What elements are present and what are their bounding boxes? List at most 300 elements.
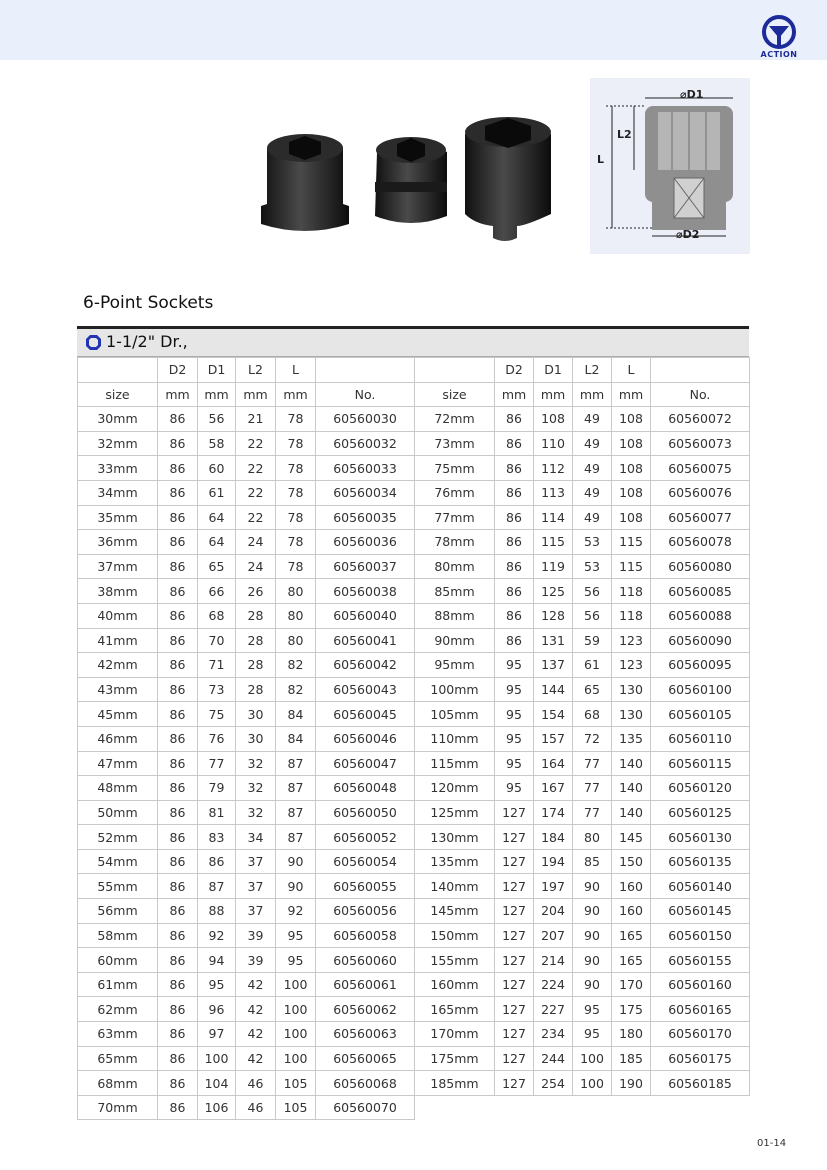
table-row (78, 603, 750, 628)
header-cell (316, 358, 415, 383)
table-cell: 100 (573, 1071, 612, 1096)
table-cell: 63mm (78, 1022, 158, 1047)
table-cell: 32 (236, 751, 276, 776)
empty-cell (573, 1095, 612, 1120)
table-cell: 185 (612, 1046, 651, 1071)
table-cell: 105mm (415, 702, 495, 727)
table-cell: 60560110 (651, 726, 750, 751)
table-cell: 60560070 (316, 1095, 415, 1120)
table-cell: 22 (236, 505, 276, 530)
header-cell (78, 358, 158, 383)
table-cell: 56 (573, 603, 612, 628)
table-cell: 49 (573, 456, 612, 481)
table-cell: 86 (158, 800, 198, 825)
table-cell: 127 (495, 899, 534, 924)
table-cell: 165 (612, 948, 651, 973)
table-cell: 214 (534, 948, 573, 973)
table-cell: 95 (495, 726, 534, 751)
table-row (78, 579, 750, 604)
header-cell: mm (198, 382, 236, 407)
table-cell: 46mm (78, 726, 158, 751)
table-cell: 60560060 (316, 948, 415, 973)
table-cell: 60560175 (651, 1046, 750, 1071)
table-cell: 38mm (78, 579, 158, 604)
table-row (78, 1071, 750, 1096)
header-cell: size (415, 382, 495, 407)
table-cell: 86 (158, 776, 198, 801)
table-cell: 53 (573, 530, 612, 555)
table-cell: 86 (158, 603, 198, 628)
table-cell: 113 (534, 480, 573, 505)
table-cell: 58mm (78, 923, 158, 948)
table-cell: 108 (612, 505, 651, 530)
table-cell: 86 (158, 677, 198, 702)
table-cell: 118 (612, 603, 651, 628)
header-cell: mm (276, 382, 316, 407)
table-cell: 76mm (415, 480, 495, 505)
table-cell: 56 (198, 407, 236, 432)
table-cell: 80mm (415, 554, 495, 579)
table-cell: 46 (236, 1095, 276, 1120)
table-cell: 60560078 (651, 530, 750, 555)
table-cell: 130 (612, 702, 651, 727)
table-cell: 60560140 (651, 874, 750, 899)
table-cell: 84 (276, 726, 316, 751)
table-cell: 60560100 (651, 677, 750, 702)
table-cell: 61 (573, 653, 612, 678)
table-cell: 60560130 (651, 825, 750, 850)
header-cell: D2 (158, 358, 198, 383)
table-cell: 135mm (415, 849, 495, 874)
table-cell: 60560085 (651, 579, 750, 604)
table-cell: 30 (236, 726, 276, 751)
table-cell: 86 (495, 530, 534, 555)
table-cell: 95mm (415, 653, 495, 678)
table-cell: 86 (495, 603, 534, 628)
table-cell: 86 (158, 923, 198, 948)
table-cell: 86 (158, 751, 198, 776)
header-cell: L (612, 358, 651, 383)
table-cell: 127 (495, 1071, 534, 1096)
table-cell: 90 (573, 899, 612, 924)
table-cell: 65 (198, 554, 236, 579)
header-cell: L (276, 358, 316, 383)
table-cell: 60560088 (651, 603, 750, 628)
table-cell: 86 (158, 480, 198, 505)
table-cell: 95 (198, 972, 236, 997)
table-cell: 88 (198, 899, 236, 924)
table-row (78, 677, 750, 702)
diagram-label-l: L (597, 153, 605, 166)
table-cell: 78 (276, 407, 316, 432)
diagram-label-d1: ⌀D1 (680, 88, 704, 101)
table-cell: 92 (198, 923, 236, 948)
brand-name: ACTION (760, 50, 798, 59)
table-cell: 60560034 (316, 480, 415, 505)
table-cell: 61mm (78, 972, 158, 997)
table-cell: 86 (495, 480, 534, 505)
table-row (78, 899, 750, 924)
table-cell: 40mm (78, 603, 158, 628)
drive-size-banner (77, 329, 749, 357)
table-cell: 180 (612, 1022, 651, 1047)
table-cell: 115 (612, 554, 651, 579)
table-cell: 127 (495, 825, 534, 850)
table-cell: 60560058 (316, 923, 415, 948)
table-cell: 127 (495, 997, 534, 1022)
table-cell: 130mm (415, 825, 495, 850)
table-cell: 34mm (78, 480, 158, 505)
empty-cell (651, 1095, 750, 1120)
table-cell: 86 (495, 505, 534, 530)
table-cell: 227 (534, 997, 573, 1022)
table-cell: 86 (158, 407, 198, 432)
header-cell: D1 (198, 358, 236, 383)
table-cell: 60560062 (316, 997, 415, 1022)
table-cell: 86 (495, 554, 534, 579)
table-cell: 64 (198, 530, 236, 555)
table-cell: 86 (158, 948, 198, 973)
table-cell: 60560080 (651, 554, 750, 579)
table-cell: 95 (495, 653, 534, 678)
table-cell: 37mm (78, 554, 158, 579)
table-row (78, 726, 750, 751)
table-cell: 47mm (78, 751, 158, 776)
table-cell: 60560095 (651, 653, 750, 678)
table-cell: 60560170 (651, 1022, 750, 1047)
table-cell: 22 (236, 431, 276, 456)
table-cell: 87 (276, 800, 316, 825)
table-cell: 65mm (78, 1046, 158, 1071)
header-cell: L2 (236, 358, 276, 383)
table-cell: 75 (198, 702, 236, 727)
header-band (0, 0, 827, 60)
table-cell: 90 (573, 923, 612, 948)
table-row (78, 407, 750, 432)
table-cell: 56 (573, 579, 612, 604)
table-cell: 60560056 (316, 899, 415, 924)
table-cell: 104 (198, 1071, 236, 1096)
table-cell: 154 (534, 702, 573, 727)
table-cell: 60560155 (651, 948, 750, 973)
table-cell: 150 (612, 849, 651, 874)
table-cell: 60mm (78, 948, 158, 973)
table-cell: 46 (236, 1071, 276, 1096)
table-cell: 87 (276, 776, 316, 801)
table-cell: 140mm (415, 874, 495, 899)
table-cell: 54mm (78, 849, 158, 874)
table-cell: 150mm (415, 923, 495, 948)
table-cell: 86 (158, 505, 198, 530)
table-row (78, 751, 750, 776)
table-cell: 145mm (415, 899, 495, 924)
table-cell: 127 (495, 948, 534, 973)
table-cell: 95 (276, 948, 316, 973)
table-cell: 100 (276, 997, 316, 1022)
table-cell: 87 (276, 825, 316, 850)
table-cell: 87 (198, 874, 236, 899)
table-cell: 164 (534, 751, 573, 776)
table-cell: 112 (534, 456, 573, 481)
table-cell: 70 (198, 628, 236, 653)
table-cell: 86 (158, 702, 198, 727)
table-cell: 80 (276, 579, 316, 604)
table-cell: 60560077 (651, 505, 750, 530)
table-cell: 77 (573, 751, 612, 776)
table-cell: 94 (198, 948, 236, 973)
header-cell: mm (573, 382, 612, 407)
table-cell: 72 (573, 726, 612, 751)
table-cell: 115mm (415, 751, 495, 776)
table-cell: 86 (158, 849, 198, 874)
table-cell: 60 (198, 456, 236, 481)
table-cell: 125 (534, 579, 573, 604)
table-cell: 86 (158, 530, 198, 555)
table-cell: 86 (158, 1046, 198, 1071)
table-cell: 68 (198, 603, 236, 628)
table-cell: 60560150 (651, 923, 750, 948)
table-cell: 145 (612, 825, 651, 850)
table-cell: 144 (534, 677, 573, 702)
socket-dimension-diagram (590, 78, 750, 254)
header-cell: No. (651, 382, 750, 407)
table-cell: 49 (573, 505, 612, 530)
table-cell: 95 (495, 677, 534, 702)
table-header-row (78, 382, 750, 407)
table-cell: 155mm (415, 948, 495, 973)
table-cell: 82 (276, 653, 316, 678)
table-row (78, 1046, 750, 1071)
page-number: 01-14 (757, 1138, 787, 1149)
table-cell: 39 (236, 923, 276, 948)
table-cell: 100 (573, 1046, 612, 1071)
table-cell: 127 (495, 849, 534, 874)
table-cell: 86 (158, 825, 198, 850)
table-row (78, 505, 750, 530)
table-cell: 49 (573, 407, 612, 432)
table-cell: 86 (495, 579, 534, 604)
table-cell: 160 (612, 874, 651, 899)
table-cell: 70mm (78, 1095, 158, 1120)
table-cell: 59 (573, 628, 612, 653)
drive-label: 1-1/2" Dr., (106, 332, 188, 351)
header-cell: D1 (534, 358, 573, 383)
table-cell: 86 (158, 554, 198, 579)
table-cell: 60560105 (651, 702, 750, 727)
table-cell: 204 (534, 899, 573, 924)
table-cell: 39 (236, 948, 276, 973)
table-row (78, 456, 750, 481)
diagram-label-d2: ⌀D2 (676, 228, 700, 241)
table-cell: 100 (276, 972, 316, 997)
table-cell: 160 (612, 899, 651, 924)
table-cell: 125mm (415, 800, 495, 825)
table-cell: 50mm (78, 800, 158, 825)
table-cell: 60560035 (316, 505, 415, 530)
table-cell: 86 (158, 997, 198, 1022)
table-cell: 86 (158, 456, 198, 481)
table-cell: 60560040 (316, 603, 415, 628)
table-cell: 60560061 (316, 972, 415, 997)
table-header-row (78, 358, 750, 383)
table-row (78, 702, 750, 727)
table-cell: 244 (534, 1046, 573, 1071)
table-cell: 73 (198, 677, 236, 702)
table-cell: 45mm (78, 702, 158, 727)
table-cell: 33mm (78, 456, 158, 481)
table-cell: 115 (534, 530, 573, 555)
table-cell: 127 (495, 923, 534, 948)
table-cell: 64 (198, 505, 236, 530)
table-cell: 80 (276, 603, 316, 628)
table-cell: 60560073 (651, 431, 750, 456)
table-cell: 100 (198, 1046, 236, 1071)
table-row (78, 997, 750, 1022)
table-cell: 77 (573, 800, 612, 825)
table-cell: 68 (573, 702, 612, 727)
table-cell: 60560075 (651, 456, 750, 481)
header-cell: mm (158, 382, 198, 407)
table-cell: 60560125 (651, 800, 750, 825)
table-cell: 60560033 (316, 456, 415, 481)
table-cell: 95 (276, 923, 316, 948)
table-cell: 96 (198, 997, 236, 1022)
table-cell: 118 (612, 579, 651, 604)
table-row (78, 1022, 750, 1047)
table-cell: 100 (276, 1022, 316, 1047)
header-cell: L2 (573, 358, 612, 383)
table-cell: 86 (158, 579, 198, 604)
table-cell: 60560068 (316, 1071, 415, 1096)
table-cell: 90mm (415, 628, 495, 653)
table-cell: 170mm (415, 1022, 495, 1047)
table-cell: 60560050 (316, 800, 415, 825)
table-cell: 34 (236, 825, 276, 850)
table-cell: 60560063 (316, 1022, 415, 1047)
table-cell: 95 (495, 702, 534, 727)
table-cell: 60560185 (651, 1071, 750, 1096)
table-cell: 174 (534, 800, 573, 825)
table-row (78, 431, 750, 456)
table-cell: 28 (236, 677, 276, 702)
table-cell: 127 (495, 874, 534, 899)
socket-product-photo (255, 112, 555, 252)
table-cell: 56mm (78, 899, 158, 924)
empty-cell (612, 1095, 651, 1120)
table-cell: 81 (198, 800, 236, 825)
table-cell: 105 (276, 1095, 316, 1120)
table-cell: 60560120 (651, 776, 750, 801)
table-cell: 95 (573, 997, 612, 1022)
table-cell: 86 (158, 972, 198, 997)
table-cell: 78 (276, 505, 316, 530)
table-cell: 84 (276, 702, 316, 727)
table-cell: 88mm (415, 603, 495, 628)
table-cell: 78 (276, 431, 316, 456)
table-cell: 184 (534, 825, 573, 850)
table-cell: 60560165 (651, 997, 750, 1022)
table-cell: 135 (612, 726, 651, 751)
table-cell: 32 (236, 776, 276, 801)
table-cell: 60560055 (316, 874, 415, 899)
table-cell: 78 (276, 456, 316, 481)
table-cell: 60560145 (651, 899, 750, 924)
table-cell: 72mm (415, 407, 495, 432)
table-cell: 77mm (415, 505, 495, 530)
table-row (78, 1095, 750, 1120)
table-cell: 30mm (78, 407, 158, 432)
table-cell: 90 (573, 972, 612, 997)
table-cell: 32 (236, 800, 276, 825)
table-cell: 170 (612, 972, 651, 997)
table-cell: 77 (573, 776, 612, 801)
table-cell: 86 (158, 899, 198, 924)
table-cell: 165mm (415, 997, 495, 1022)
table-cell: 90 (573, 948, 612, 973)
diagram-label-l2: L2 (617, 128, 632, 141)
table-cell: 28 (236, 628, 276, 653)
table-cell: 140 (612, 800, 651, 825)
table-row (78, 800, 750, 825)
table-cell: 110 (534, 431, 573, 456)
table-cell: 60560038 (316, 579, 415, 604)
table-cell: 49 (573, 431, 612, 456)
table-cell: 127 (495, 1022, 534, 1047)
table-cell: 100 (276, 1046, 316, 1071)
table-cell: 43mm (78, 677, 158, 702)
table-cell: 86 (158, 653, 198, 678)
table-cell: 127 (495, 800, 534, 825)
table-row (78, 972, 750, 997)
table-cell: 37 (236, 899, 276, 924)
table-cell: 115 (612, 530, 651, 555)
table-cell: 82 (276, 677, 316, 702)
table-cell: 86 (198, 849, 236, 874)
header-cell: mm (495, 382, 534, 407)
table-cell: 60560032 (316, 431, 415, 456)
table-cell: 95 (573, 1022, 612, 1047)
table-cell: 60560090 (651, 628, 750, 653)
table-row (78, 948, 750, 973)
table-cell: 58 (198, 431, 236, 456)
table-cell: 78 (276, 530, 316, 555)
table-row (78, 653, 750, 678)
table-cell: 165 (612, 923, 651, 948)
table-cell: 86 (495, 431, 534, 456)
empty-cell (495, 1095, 534, 1120)
table-cell: 76 (198, 726, 236, 751)
table-cell: 108 (612, 480, 651, 505)
table-cell: 86 (158, 1022, 198, 1047)
table-cell: 90 (276, 874, 316, 899)
table-cell: 24 (236, 554, 276, 579)
table-cell: 35mm (78, 505, 158, 530)
table-cell: 75mm (415, 456, 495, 481)
table-cell: 100mm (415, 677, 495, 702)
table-row (78, 530, 750, 555)
table-cell: 86 (158, 726, 198, 751)
table-row (78, 776, 750, 801)
table-cell: 73mm (415, 431, 495, 456)
table-row (78, 874, 750, 899)
table-cell: 78mm (415, 530, 495, 555)
table-cell: 86 (158, 1095, 198, 1120)
table-cell: 86 (495, 628, 534, 653)
table-cell: 60560076 (651, 480, 750, 505)
table-cell: 95 (495, 776, 534, 801)
table-cell: 60560036 (316, 530, 415, 555)
table-cell: 78 (276, 480, 316, 505)
